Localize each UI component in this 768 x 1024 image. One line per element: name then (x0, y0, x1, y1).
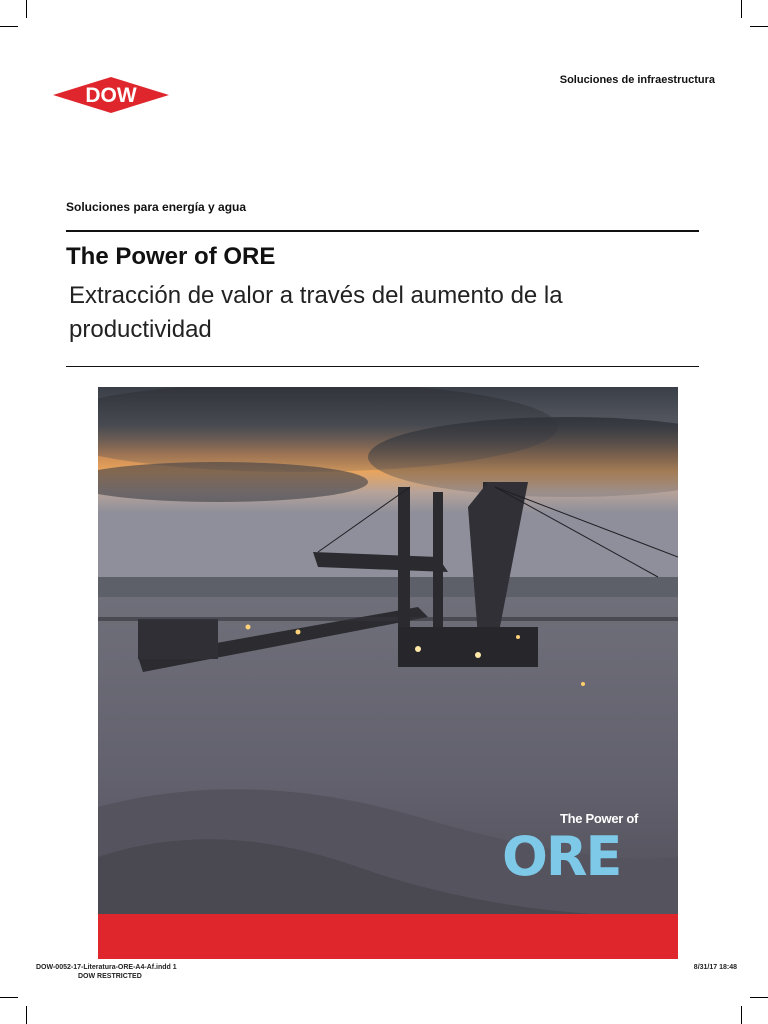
page-subtitle: Extracción de valor a través del aumento de la productividad (69, 282, 563, 343)
footer-datetime: 8/31/17 18:48 (693, 964, 737, 971)
header-category: Soluciones de infraestructura (559, 74, 715, 86)
crop-mark (26, 0, 27, 18)
cover-title: The Power of (560, 811, 639, 826)
logo-text: DOW (85, 84, 137, 107)
cover-red-bar (98, 914, 678, 959)
divider (66, 366, 699, 367)
dow-logo (53, 77, 169, 113)
crop-mark (750, 997, 768, 998)
cover-ore-wordmark: ORE (502, 825, 621, 888)
crop-mark (0, 997, 18, 998)
footer-filename: DOW-0052-17-Literatura-ORE-A4-Af.indd 1 (36, 964, 177, 971)
crop-mark (26, 1006, 27, 1024)
section-label: Soluciones para energía y agua (66, 200, 247, 214)
crop-mark (750, 26, 768, 27)
page-title: The Power of ORE (66, 243, 276, 270)
crop-mark (0, 26, 18, 27)
footer-restricted: DOW RESTRICTED (78, 973, 142, 980)
divider (66, 230, 699, 232)
crop-mark (741, 1006, 742, 1024)
crop-mark (741, 0, 742, 18)
cover-image (98, 387, 678, 959)
